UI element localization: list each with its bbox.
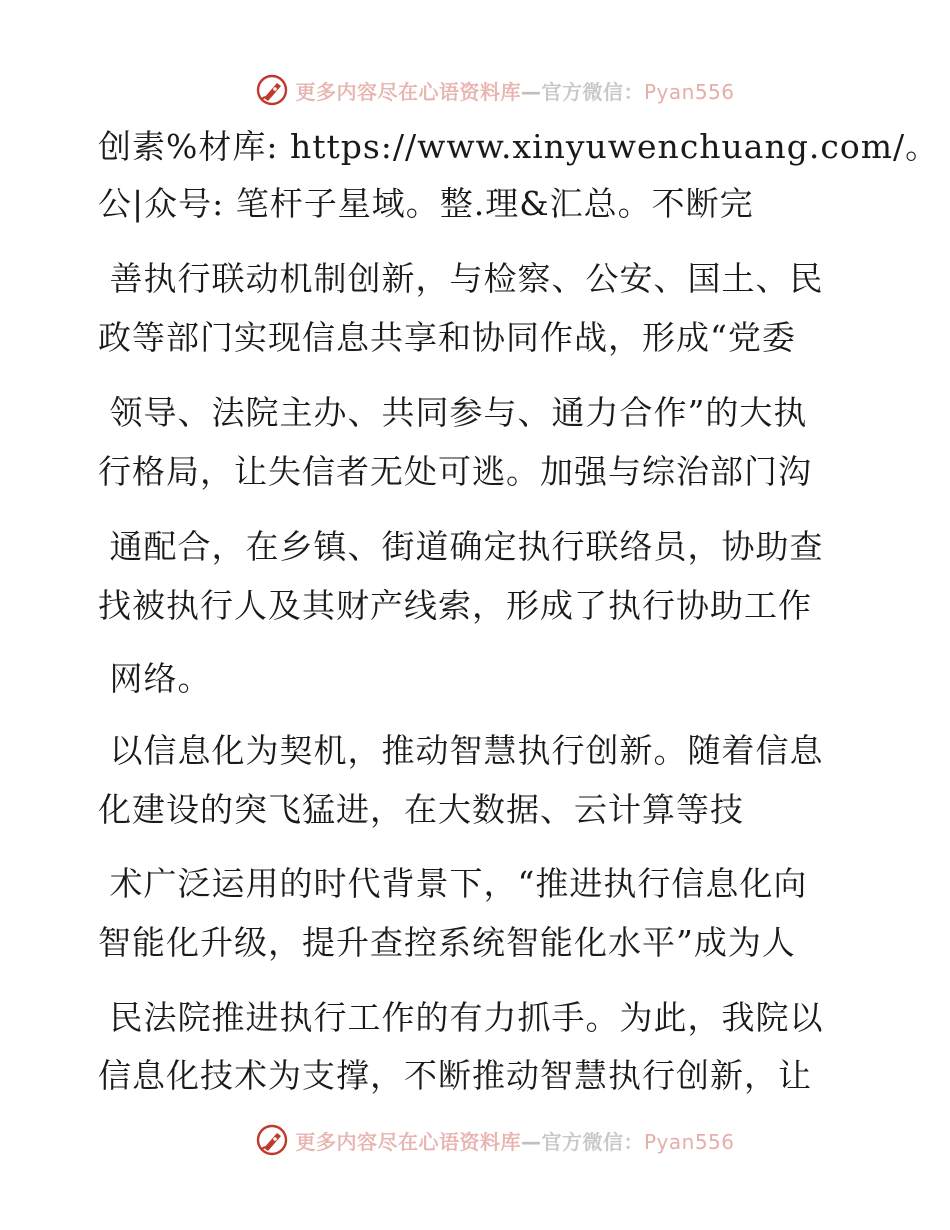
text-line: 领导、法院主办、共同参与、通力合作”的大执 [98, 393, 808, 432]
text-line: 民法院推进执行工作的有力抓手。为此，我院以 [98, 998, 824, 1037]
text-line: 公|众号: 笔杆子星域。整.理&汇总。不断完 [98, 184, 754, 223]
watermark-label: 官方微信： [541, 1129, 644, 1154]
text-line: 行格局，让失信者无处可逃。加强与综治部门沟 [98, 452, 812, 491]
text-line: 智能化升级，提升查控系统智能化水平”成为人 [98, 923, 796, 962]
watermark-main-text: 更多内容尽在心语资料库 [295, 79, 521, 104]
watermark-dash: — [520, 79, 542, 104]
footer-watermark [0, 1120, 950, 1160]
header-watermark [0, 70, 950, 110]
text-line: 通配合，在乡镇、街道确定执行联络员，协助查 [98, 527, 824, 566]
text-line: 网络。 [98, 659, 212, 698]
text-line: 信息化技术为支撑，不断推动智慧执行创新，让 [98, 1056, 812, 1095]
watermark-id: Pyan556 [643, 79, 735, 104]
watermark-label: 官方微信： [541, 79, 644, 104]
watermark-main-text: 更多内容尽在心语资料库 [295, 1129, 521, 1154]
text-line: 术广泛运用的时代背景下，“推进执行信息化向 [98, 864, 808, 903]
text-line: 政等部门实现信息共享和协同作战，形成“党委 [98, 318, 796, 357]
text-line: 化建设的突飞猛进，在大数据、云计算等技 [98, 790, 744, 829]
text-line: 善执行联动机制创新，与检察、公安、国土、民 [98, 259, 824, 298]
pen-nib-logo-icon [255, 1123, 289, 1157]
text-line: 创素%材库: https://www.xinyuwenchuang.com/。 [98, 127, 940, 166]
pen-nib-logo-icon [255, 73, 289, 107]
watermark-id: Pyan556 [643, 1129, 735, 1154]
watermark-dash: — [520, 1129, 542, 1154]
text-line: 找被执行人及其财产线索，形成了执行协助工作 [98, 586, 812, 625]
text-line: 以信息化为契机，推动智慧执行创新。随着信息 [98, 731, 824, 770]
